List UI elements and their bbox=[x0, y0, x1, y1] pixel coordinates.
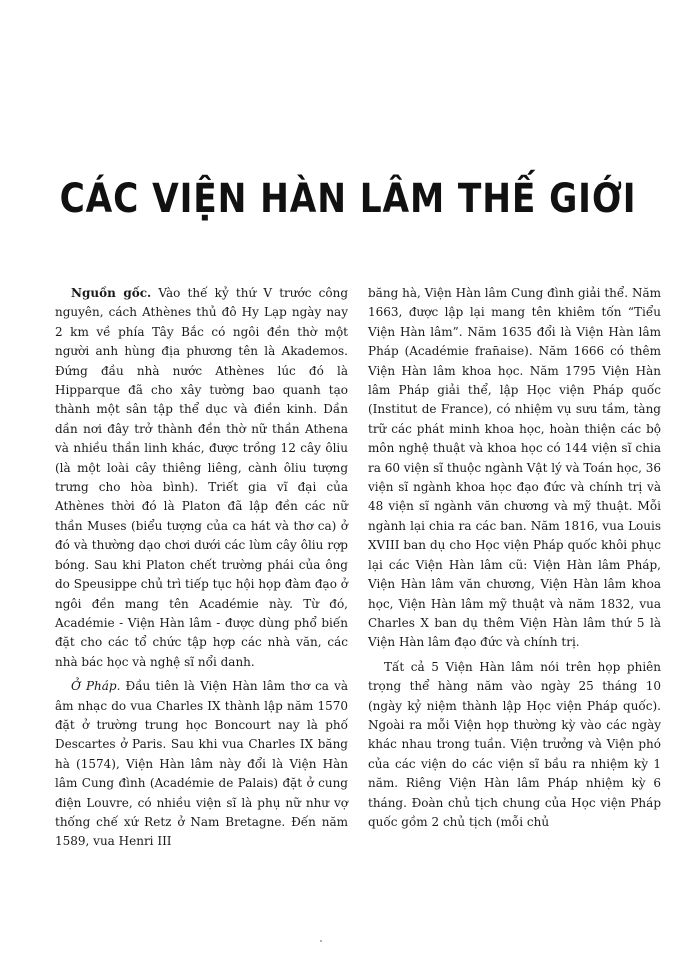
paragraph-body: Vào thế kỷ thứ V trước công nguyên, cách Athènes thủ đô Hy Lạp ngày nay 2 km về phía Tây Bắc có ngôi đền thờ một người anh hùng địa phương tên là Akademos. Đứng đầu nhà nước Athènes lúc đó là Hipparque đã cho xây tường bao quanh tạo thành một sân tập thể dục và điền kinh. Dần dần nơi đây trở thành đền thờ nữ thần Athena và nhiều thần linh khác, được trồng 12 cây ôliu (là một loài cây thiêng liêng, cành ôliu tượng trưng cho hòa bình). Triết gia vĩ đại của Athènes thời đó là Platon đã lập đền các nữ thần Muses (biểu tượng của ca hát và thơ ca) ở đó và thường dạo chơi dưới các lùm cây ôliu rợp bóng. Sau khi Platon chết trường phái của ông do Speusippe chủ trì tiếp tục hội họp đàm đạo ở ngôi đền mang tên Académie này. Từ đó, Académie - Viện Hàn lâm - được dùng phổ biến đặt cho các tổ chức tập hợp các nhà văn, các nhà bác học và nghệ sĩ nổi danh. bbox=[55, 286, 348, 669]
paragraph-france bbox=[55, 677, 348, 852]
paragraph-continuation: băng hà, Viện Hàn lâm Cung đình giải thể. Năm 1663, được lập lại mang tên khiêm tốn “Tiểu Viện Hàn lâm”. Năm 1635 đổi là Viện Hàn lâm Pháp (Académie fran̄aise). Năm 1666 có thêm Viện Hàn lâm khoa học. Năm 1795 Viện Hàn lâm Pháp giải thể, lập Học viện Pháp quốc (Institut de France), có nhiệm vụ sưu tầm, tàng trữ các phát minh khoa học, hoàn thiện các bộ môn nghệ thuật và khoa học có 144 viện sĩ chia ra 60 viện sĩ thuộc ngành Vật lý và Toán học, 36 viện sĩ ngành khoa học đạo đức và chính trị và 48 viện sĩ ngành văn chương và mỹ thuật. Mỗi ngành lại chia ra các ban. Năm 1816, vua Louis XVIII ban dụ cho Học viện Pháp quốc khôi phục lại các Viện Hàn lâm cũ: Viện Hàn lâm Pháp, Viện Hàn lâm văn chương, Viện Hàn lâm khoa học, Viện Hàn lâm mỹ thuật và năm 1832, vua Charles X ban dụ thêm Viện Hàn lâm thứ 5 là Viện Hàn lâm đạo đức và chính trị. bbox=[368, 286, 661, 650]
paragraph-origin bbox=[55, 284, 348, 672]
left-column bbox=[55, 284, 348, 852]
paragraph-sessions: Tất cả 5 Viện Hàn lâm nói trên họp phiên trọng thể hàng năm vào ngày 25 tháng 10 (ngày kỷ niệm thành lập Học viện Pháp quốc). Ngoài ra mỗi Viện họp thường kỳ vào các ngày khác nhau trong tuần. Viện trưởng và Viện phó của các viện do các viện sĩ bầu ra nhiệm kỳ 1 năm. Riêng Viện Hàn lâm Pháp nhiệm kỳ 6 tháng. Đoàn chủ tịch chung của Học viện Pháp quốc gồm 2 chủ tịch (mỗi chủ bbox=[368, 659, 661, 829]
page-mark bbox=[320, 940, 322, 942]
right-column bbox=[368, 284, 661, 832]
page-title: CÁC VIỆN HÀN LÂM THẾ GIỚI bbox=[59, 176, 637, 222]
paragraph-lead: Nguồn gốc. bbox=[71, 286, 152, 300]
paragraph-body: Đầu tiên là Viện Hàn lâm thơ ca và âm nhạc do vua Charles IX thành lập năm 1570 đặt ở trường trung học Boncourt nay là phố Descartes ở Paris. Sau khi vua Charles IX băng hà (1574), Viện Hàn lâm này đổi là Viện Hàn lâm Cung đình (Académie de Palais) đặt ở cung điện Louvre, có nhiều viện sĩ là phụ nữ như vợ thống chế xứ Retz ở Nam Bretagne. Đến năm 1589, vua Henri III bbox=[55, 679, 348, 849]
paragraph-lead: Ở Pháp. bbox=[71, 679, 121, 694]
